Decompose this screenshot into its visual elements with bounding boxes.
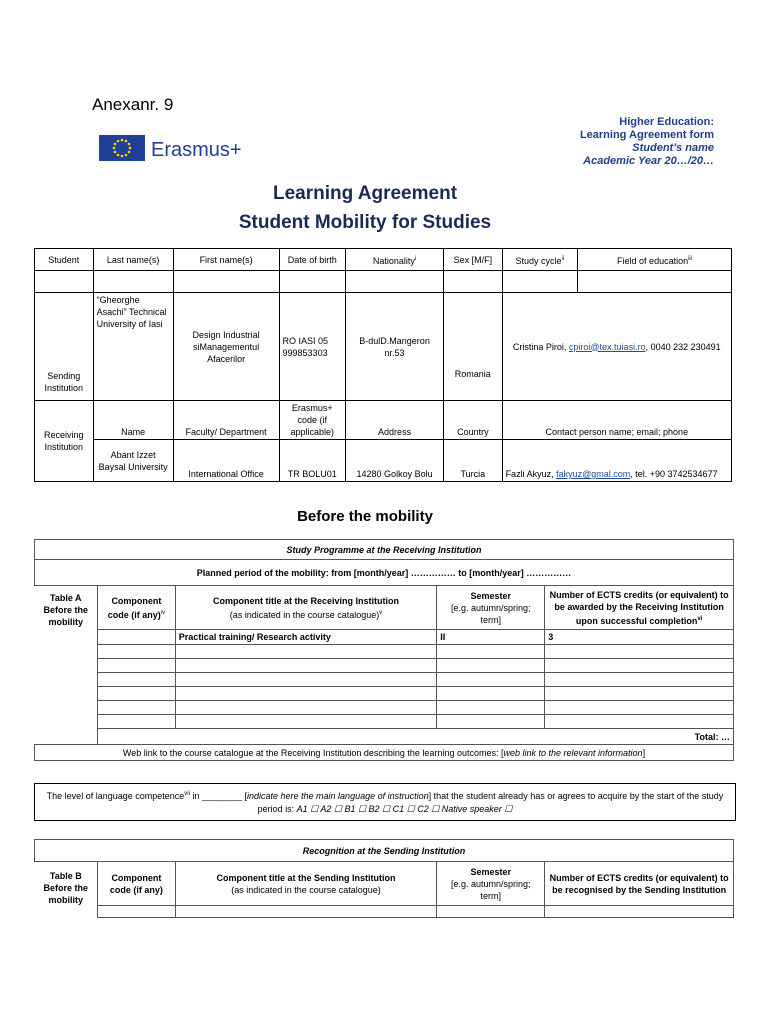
erasmus-logo (99, 135, 259, 167)
table-a-h-semester: Semester [e.g. autumn/spring; term] (437, 586, 545, 630)
language-competence: The level of language competence$^{vii}$ in ________ [indicate here the main language of instruction] that the student already has or agrees to acquire by the start of the study period is: A1 ☐ A2 ☐ B1 ☐ B2 ☐ C1 ☐ C2 ☐ Native speaker ☐ (34, 783, 736, 821)
sending-code: RO IASI 05 999853303 (279, 293, 346, 401)
table-a-row1-code (98, 630, 176, 645)
table-a-h-ects: Number of ECTS credits (or equivalent) to be awarded by the Receiving Institution upon successful completion$^{vi}$ (545, 586, 734, 630)
table-a-weblink: Web link to the course catalogue at the Receiving Institution describing the learning outcomes: [web link to the relevant information] (35, 745, 734, 761)
header-first-name: First name(s) (173, 249, 279, 271)
header-recv-faculty: Faculty/ Department (173, 401, 279, 440)
sending-name: “Gheorghe Asachi” Technical University of Iasi (93, 293, 173, 401)
receiving-country: Turcia (444, 440, 502, 482)
table-b-h-semester: Semester [e.g. autumn/spring; term] (437, 862, 545, 906)
table-a-h-code: Component code (if any)$^{iv}$ (98, 586, 176, 630)
header-dob: Date of birth (279, 249, 346, 271)
header-line-4: Academic Year 20…/20… (583, 155, 714, 167)
table-a-h-title: Component title at the Receiving Institution (as indicated in the course catalogue)$^v$ (175, 586, 436, 630)
receiving-contact: Fazli Akyuz, fakyuz@gmal.com, tel. +90 3742534677 (502, 440, 731, 482)
sending-address: B-dulD.Mangeron nr.53 (346, 293, 444, 401)
table-row (35, 645, 734, 659)
receiving-code: TR BOLU01 (279, 440, 346, 482)
table-row (35, 687, 734, 701)
header-nationality: Nationality$^i$ (346, 249, 444, 271)
table-row (35, 673, 734, 687)
table-b-h-title: Component title at the Sending Institution (as indicated in the course catalogue) (175, 862, 436, 906)
table-a-row1-ects: 3 (545, 630, 734, 645)
header-study-cycle: Study cycle$^{ii}$ (502, 249, 578, 271)
student-institution-table (34, 248, 732, 482)
section-before-mobility: Before the mobility (297, 508, 433, 525)
table-row (35, 701, 734, 715)
erasmus-wordmark: Erasmus+ (151, 139, 242, 161)
header-recv-country: Country (444, 401, 502, 440)
sending-country: Romania (444, 293, 502, 401)
language-levels[interactable]: A1 ☐ A2 ☐ B1 ☐ B2 ☐ C1 ☐ C2 ☐ Native speaker ☐ (296, 804, 513, 814)
table-b (34, 839, 734, 918)
header-info (580, 116, 714, 168)
table-a-side-label: Table A Before the mobility (35, 586, 98, 745)
header-recv-name: Name (93, 401, 173, 440)
row-label-student: Student (35, 249, 94, 271)
header-recv-address: Address (346, 401, 444, 440)
sending-contact-email[interactable]: cpiroi@tex.tuiasi.ro (568, 341, 646, 352)
receiving-address: 14280 Golkoy Bolu (346, 440, 444, 482)
table-b-h-code: Component code (if any) (98, 862, 176, 906)
table-a (34, 539, 734, 761)
table-b-header: Recognition at the Sending Institution (35, 840, 734, 862)
header-line-2: Learning Agreement form (579, 129, 714, 141)
receiving-name: Abant Izzet Baysal University (93, 440, 173, 482)
table-row (35, 659, 734, 673)
document-title: Learning Agreement (272, 183, 458, 204)
table-b-side-label: Table B Before the mobility (35, 862, 98, 918)
header-recv-contact: Contact person name; email; phone (502, 401, 731, 440)
receiving-faculty: International Office (173, 440, 279, 482)
sending-faculty: Design Industrial siManagementul Afacerilor (173, 293, 279, 401)
sending-contact: Cristina Piroi, cpiroi@tex.tuiasi.ro, 0040 232 230491 (502, 293, 731, 401)
receiving-contact-email[interactable]: fakyuz@gmal.com (556, 469, 631, 479)
header-last-name: Last name(s) (93, 249, 173, 271)
table-b-h-ects: Number of ECTS credits (or equivalent) to be recognised by the Sending Institution (545, 862, 734, 906)
table-a-total: Total: … (98, 729, 734, 745)
header-line-3: Student’s name (632, 142, 714, 154)
header-line-1: Higher Education: (619, 116, 714, 128)
annex-number: Anexanr. 9 (92, 95, 174, 114)
header-sex: Sex [M/F] (444, 249, 502, 271)
header-recv-code: Erasmus+ code (if applicable) (279, 401, 346, 440)
table-a-row1-title: Practical training/ Research activity (175, 630, 436, 645)
document-subtitle: Student Mobility for Studies (238, 212, 492, 233)
eu-flag-icon (99, 135, 145, 161)
table-a-period: Planned period of the mobility: from [month/year] …………… to [month/year] …………… (35, 560, 734, 586)
row-label-receiving: Receiving Institution (35, 401, 94, 482)
table-row (35, 906, 734, 918)
table-row (35, 715, 734, 729)
header-field-of-education: Field of education$^{iii}$ (578, 249, 732, 271)
table-a-row1-semester: II (437, 630, 545, 645)
table-a-header: Study Programme at the Receiving Institution (35, 540, 734, 560)
row-label-sending: Sending Institution (35, 293, 94, 401)
